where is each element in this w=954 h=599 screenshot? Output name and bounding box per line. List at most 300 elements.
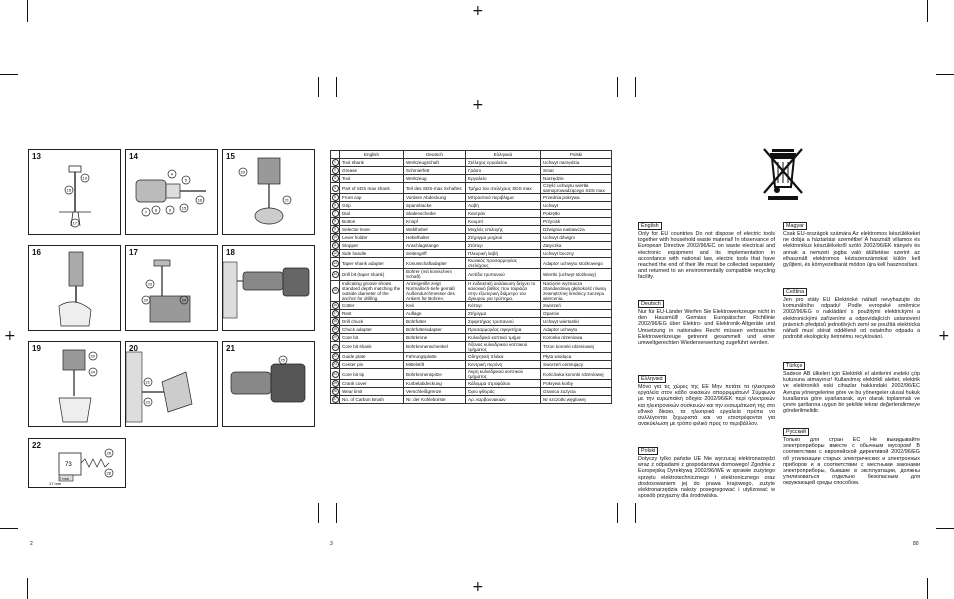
table-cell: Οδηγητική πλάκα (466, 353, 541, 361)
table-cell: Końcówka koronki rdzeniowej (541, 369, 612, 380)
text-greek (638, 375, 775, 427)
dimension-label: 17 mm (49, 481, 62, 486)
part-number-cell (331, 258, 340, 269)
table-cell: Płyta wiodąca (541, 353, 612, 361)
table-row (331, 317, 612, 325)
table-cell: Hebelhalter (404, 234, 466, 242)
table-cell: Center pin (340, 361, 404, 369)
table-cell: Crank cover (340, 380, 404, 388)
part-label: 9 (168, 207, 172, 213)
table-row (331, 250, 612, 258)
figure-number: 20 (129, 344, 138, 353)
table-cell: Τμήμα του στελέχους SDS max (466, 183, 541, 194)
table-cell: Side handle (340, 250, 404, 258)
registration-mark-left: + (4, 328, 16, 344)
crop-mark (635, 503, 636, 523)
table-cell: Sworzeń (541, 301, 612, 309)
table-cell: No. of Carbon Brush (340, 396, 404, 404)
table-cell: Selector lever (340, 226, 404, 234)
part-number: 5 (332, 194, 339, 201)
table-row (331, 341, 612, 352)
disposal-text: Μόνο για τις χώρες της ΕΕ Μην πετάτε τα ηλεκτρικά εργαλεία στον κάδο οικιακών απορριμμάτων! Σύμφωνα με την ευρωπαϊκή οδηγία 2002/96/ΕΚ περί ηλεκτρικών και ηλεκτρονικών συσκευών και την ενσωμάτωσή της στο εθνικό δίκαιο, τα ηλεκτρικά εργαλεία πρέπει να συλλέγονται ξεχωριστά και να επιστρέφονται για ανακύκλωση με τρόπο φιλικό προς το περιβάλλον. (638, 384, 775, 428)
figure-16-drawing (29, 246, 120, 330)
figure-13 (28, 149, 121, 235)
table-cell: Nr. der Kohlebürste (404, 396, 466, 404)
part-label: 16 (197, 197, 203, 203)
part-number-cell (331, 234, 340, 242)
figure-16 (28, 245, 121, 331)
table-row (331, 325, 612, 333)
disposal-text: Csak EU-országok számára Az elektromos készülékeket ne dobja a háztartási szemétbe! A használt villamos és elektronikus készülékekről szóló 2002/96/EK irányelv és annak a nemzeti jogba való átültetése szerint az elhasznált elektromos kéziszerszámokat külön kell gyűjteni, és környezetbarát módon újra kell hasznosítani. (783, 231, 920, 269)
table-cell: Schmierfett (404, 167, 466, 175)
crop-mark (936, 528, 954, 529)
text-magyar (783, 222, 920, 268)
language-heading: English (638, 222, 662, 230)
table-cell: Sworzeń centrujący (541, 361, 612, 369)
part-number-cell (331, 309, 340, 317)
figure-20-drawing (126, 342, 217, 426)
text-deutsch (638, 300, 775, 346)
table-cell: Αρ. καρβουνακιών (466, 396, 541, 404)
table-cell: Κυλινδρικό κοπτικό τμήμα (466, 333, 541, 341)
part-label: 16 (66, 187, 71, 193)
figure-20 (125, 341, 218, 427)
language-heading: Deutsch (638, 300, 664, 308)
page-number-right: 80 (913, 541, 919, 547)
crop-mark (0, 74, 18, 75)
table-row (331, 380, 612, 388)
table-cell: Dźwignia nastawcza (541, 226, 612, 234)
part-number: 25 (333, 381, 337, 386)
table-cell: Adaptor uchwytu stożkowego (541, 258, 612, 269)
part-label: 26 (106, 450, 111, 456)
part-number: 6 (332, 202, 339, 209)
part-label: 21 (145, 379, 150, 385)
table-cell: Core bit (340, 333, 404, 341)
table-row (331, 301, 612, 309)
table-cell: Άκρη κυλινδρικού κοπτικού τμήματος (466, 369, 541, 380)
figure-number: 14 (129, 152, 138, 161)
figure-number: 18 (226, 248, 235, 257)
text-cestina (783, 288, 920, 340)
page-number-middle: 3 (330, 541, 333, 547)
part-number-cell (331, 341, 340, 352)
part-label: 19 (82, 175, 87, 181)
part-number: 27 (333, 397, 337, 402)
page-number-left: 2 (30, 541, 33, 547)
table-cell: Λαβή (466, 202, 541, 210)
figure-17-drawing (126, 246, 217, 330)
table-cell: Uchwyt (541, 202, 612, 210)
crop-mark (936, 74, 954, 75)
table-cell: Pokrętło (541, 210, 612, 218)
text-russian (783, 428, 920, 487)
table-cell: Cotter (340, 301, 404, 309)
part-label: 7 (144, 209, 148, 215)
part-number-cell (331, 159, 340, 167)
table-row (331, 159, 612, 167)
crop-mark (318, 77, 319, 97)
crop-mark (927, 578, 928, 599)
crop-mark (0, 528, 18, 529)
table-cell: Εργαλείο (466, 175, 541, 183)
table-row (331, 218, 612, 226)
table-row (331, 194, 612, 202)
table-cell: Core bit shank (340, 341, 404, 352)
part-number: 24 (333, 371, 337, 376)
table-cell: Bohrkronenspitze (404, 369, 466, 380)
part-number-cell (331, 396, 340, 404)
table-cell: Führungsplatte (404, 353, 466, 361)
figure-15 (222, 149, 315, 235)
table-row (331, 280, 612, 301)
table-row (331, 369, 612, 380)
part-label: 28 (106, 470, 111, 476)
figure-22 (28, 438, 126, 488)
figure-number: 22 (32, 441, 41, 450)
figure-14-drawing (126, 150, 217, 234)
table-cell: Oparcie (541, 309, 612, 317)
part-number-cell (331, 226, 340, 234)
part-number-cell (331, 210, 340, 218)
table-row (331, 388, 612, 396)
part-number-cell (331, 269, 340, 280)
part-number-cell (331, 361, 340, 369)
part-label: 5 (184, 177, 188, 183)
table-cell: Grease (340, 167, 404, 175)
table-cell: Wiertło (uchwyt stożkowy) (541, 269, 612, 280)
table-cell: Kurbelabdeckung (404, 380, 466, 388)
table-cell: Nr szczotki węglowej (541, 396, 612, 404)
part-number: 16 (333, 302, 337, 307)
table-cell: Προσαρμογέας σφιγκτήρα (466, 325, 541, 333)
table-cell: Indicating groove shows standard depth matching the outside diameter of the anchor for drilling. (340, 280, 404, 301)
part-number-cell (331, 202, 340, 210)
text-turkce (783, 362, 920, 414)
table-cell: Auflage (404, 309, 466, 317)
table-row (331, 361, 612, 369)
figure-18 (222, 245, 315, 331)
table-row (331, 234, 612, 242)
figure-19 (28, 341, 121, 427)
table-cell: Mittelstift (404, 361, 466, 369)
part-number: 21 (333, 344, 337, 349)
table-cell: Koronka rdzeniowa (541, 333, 612, 341)
part-label: 20 (240, 169, 245, 175)
part-number-cell (331, 369, 340, 380)
part-number: 14 (333, 271, 337, 276)
part-number: 26 (333, 389, 337, 394)
table-cell: Anschlagstange (404, 242, 466, 250)
figure-19-drawing (29, 342, 120, 426)
crop-mark (617, 503, 618, 523)
parts-table (330, 150, 612, 404)
part-label: 20 (143, 297, 148, 303)
part-number: 2 (332, 167, 339, 174)
part-number-cell (331, 388, 340, 396)
figure-18-drawing (223, 246, 314, 330)
language-heading: Türkçe (783, 362, 805, 370)
table-cell: Σφιγκτήρας τρυπανιού (466, 317, 541, 325)
crop-mark (635, 77, 636, 97)
table-header: Deutsch (404, 151, 466, 159)
table-cell: Button (340, 218, 404, 226)
part-number: 20 (333, 334, 337, 339)
table-cell: Vordere Abdeckung (404, 194, 466, 202)
part-label: 25 (280, 357, 285, 363)
figure-13-drawing (29, 150, 120, 234)
table-cell: Bohrer (mit konischem Schaft) (404, 269, 466, 280)
part-number-cell (331, 380, 340, 388)
table-cell: Smar (541, 167, 612, 175)
table-cell: Core bit tip (340, 369, 404, 380)
table-cell: Drill chuck (340, 317, 404, 325)
figure-number: 19 (32, 344, 41, 353)
table-cell: Rest (340, 309, 404, 317)
part-number: 12 (333, 251, 337, 256)
table-cell: Στήριγμα μοχλού (466, 234, 541, 242)
part-number: 17 (333, 310, 337, 315)
part-number-cell (331, 250, 340, 258)
table-cell: Tool shank (340, 159, 404, 167)
table-cell: Λεπίδα τρυπανιού (466, 269, 541, 280)
registration-mark-center: + (472, 97, 484, 113)
part-number: 1 (332, 159, 339, 166)
crop-mark (617, 77, 618, 97)
dimension-label: 73 (65, 462, 72, 468)
registration-mark-bottom: + (472, 579, 484, 595)
table-cell: Część uchwytu wiertła samoprowadzącego SDS max (541, 183, 612, 194)
table-cell: Μοχλός επιλογής (466, 226, 541, 234)
table-cell: Uchwyt narzędzia (541, 159, 612, 167)
table-cell: Adaptor uchwytu (541, 325, 612, 333)
table-cell: Κεντρική περόνη (466, 361, 541, 369)
part-number: 22 (333, 354, 337, 359)
part-label: 24 (181, 297, 186, 303)
table-header: English (340, 151, 404, 159)
language-heading: Polski (638, 447, 658, 455)
table-row (331, 226, 612, 234)
table-row (331, 269, 612, 280)
disposal-text: Только для стран ЕС Не выкидывайте электроприборы вместе с обычным мусором! В соответствии с европейской директивой 2002/96/EG об утилизации старых электрических и электронных приборов и в соответствии с местными законами электроприборы, бывшие в эксплуатации, должны утилизоваться отдельно безопасным для окружающей среды способом. (783, 437, 920, 487)
figure-number: 15 (226, 152, 235, 161)
table-cell: Werkzeug (404, 175, 466, 183)
part-number: 15 (333, 288, 337, 293)
table-cell: Front cap (340, 194, 404, 202)
table-row (331, 242, 612, 250)
figure-number: 13 (32, 152, 41, 161)
table-header (331, 151, 340, 159)
part-number-cell (331, 301, 340, 309)
table-cell: Uchwyt boczny (541, 250, 612, 258)
table-cell: Κωνικός προσαρμογέας στελέχους (466, 258, 541, 269)
part-number-cell (331, 218, 340, 226)
table-cell: Καντράν (466, 210, 541, 218)
part-number-cell (331, 317, 340, 325)
part-number: 13 (333, 260, 337, 265)
part-label: 20 (90, 353, 95, 359)
table-cell: Tool (340, 175, 404, 183)
part-label: 21 (284, 197, 289, 203)
part-label: 8 (154, 207, 158, 213)
part-number-cell (331, 183, 340, 194)
table-cell: Teil des SDS-max Schaftes (404, 183, 466, 194)
table-cell: Στόπερ (466, 242, 541, 250)
table-row (331, 202, 612, 210)
language-heading: Русский (783, 428, 809, 436)
table-cell: Granica zużycia (541, 388, 612, 396)
registration-mark-right: + (938, 328, 950, 344)
part-number: 3 (332, 175, 339, 182)
table-cell: Στήριγμα (466, 309, 541, 317)
table-row (331, 210, 612, 218)
table-cell: Pokrywa korby (541, 380, 612, 388)
part-number: 10 (333, 235, 337, 240)
table-header: Ελληνικά (466, 151, 541, 159)
part-number-cell (331, 194, 340, 202)
table-cell: Wear limit (340, 388, 404, 396)
table-cell: Γράσο (466, 167, 541, 175)
table-cell: Drill bit (taper shank) (340, 269, 404, 280)
table-cell: Grip (340, 202, 404, 210)
disposal-text: Only for EU countries Do not dispose of electric tools together with household waste material! In observance of European Directive 2002/96/EC on waste electrical and electronic equipment and its implementation in accordance with national law, electric tools that have reached the end of their life must be collected separately and returned to an environmentally compatible recycling facility. (638, 231, 775, 281)
table-cell: Konusschaftadapter (404, 258, 466, 269)
table-row (331, 175, 612, 183)
table-row (331, 183, 612, 194)
table-cell: Η ενδεικτική αυλάκωση δείχνει το κανονικό βάθος που ταιριάζει στην εξωτερική διάμετρο του άγκυρου για τρύπημα. (466, 280, 541, 301)
figure-17 (125, 245, 218, 331)
table-cell: Guide plate (340, 353, 404, 361)
part-label: 17 (72, 220, 77, 226)
figure-number: 21 (226, 344, 235, 353)
table-cell: Άξονας κυλινδρικού κοπτικού τμήματος (466, 341, 541, 352)
part-number-cell (331, 167, 340, 175)
figure-14 (125, 149, 218, 235)
part-label: 4 (170, 171, 174, 177)
figure-number: 17 (129, 248, 138, 257)
table-cell: Uchwyt dźwigni (541, 234, 612, 242)
figure-22-drawing (29, 439, 125, 487)
table-cell: Bohrkrone (404, 333, 466, 341)
text-english (638, 222, 775, 281)
table-cell: Taper shank adapter (340, 258, 404, 269)
table-cell: Zatyczka (541, 242, 612, 250)
table-cell: Stopper (340, 242, 404, 250)
disposal-text: Dotyczy tylko państw UE Nie wyrzucaj elektronarzędzi wraz z odpadami z gospodarstwa domowego! Zgodnie z Europejską Dyrektywą 2002/96/WE w sprawie zużytego sprzętu elektrotechnicznego i elektronicznego oraz dostosowaniem jej do prawa krajowego, zużyte elektronarzędzia należy posegregować i utylizować w sposób przyjazny dla środowiska. (638, 456, 775, 500)
table-row (331, 309, 612, 317)
table-cell: Κόττερ (466, 301, 541, 309)
table-cell: Seitengriff (404, 250, 466, 258)
disposal-text: Sadece AB ülkeleri için Elektrikli el aletlerini evdeki çöp kutusuna atmayınız! Kullanılmış elektrikli aletler, elektrik ve elektronikli eski cihazlar hakkındaki 2002/96/EC Avrupa yönergelerine göre ve bu yönergeler ulusal hukuk kurallarına göre uyarlanarak, ayrı olarak toplanmalı ve çevre şartlarına uygun bir şekilde tekrar değerlendirmeye gönderilmelidir. (783, 371, 920, 415)
part-number-cell (331, 175, 340, 183)
disposal-text: Jen pro státy EU Elektrické nářadí nevyhazujte do komunálního odpadu! Podle evropské směrnice 2002/96/EG o nakládání s použitými elektrickými a elektronickými zařízeními a odpovídajících ustanovení právních předpisů jednotlivých zemí se použitá elektrická nářadí musí sbírat odděleně od ostatního odpadu a podrobit ekologicky šetrnému recyklování. (783, 297, 920, 341)
figure-number: 16 (32, 248, 41, 257)
crop-mark (336, 503, 337, 523)
figure-15-drawing (223, 150, 314, 234)
table-header: Polski (541, 151, 612, 159)
part-number: 7 (332, 210, 339, 217)
table-cell: Trzon koronki rdzeniowej (541, 341, 612, 352)
part-number-cell (331, 333, 340, 341)
crossed-out-wheelie-bin-icon (760, 145, 806, 201)
table-cell: Anzeigerille zeigt Normalloch-tiefe gemäß Außendurchmesser des Ankers für Bohren. (404, 280, 466, 301)
table-cell: Skalenscheibe (404, 210, 466, 218)
table-cell: Part of SDS max shank (340, 183, 404, 194)
table-row (331, 167, 612, 175)
table-cell: Στέλεχος εργαλείου (466, 159, 541, 167)
crop-mark (27, 578, 28, 599)
part-number-cell (331, 242, 340, 250)
language-heading: Ελληνικά (638, 375, 666, 383)
table-cell: Nacięcie wyznacza Standardową głębokość równą zewnętrznej średnicy zaczepu wiercenia. (541, 280, 612, 301)
table-cell: Κουμπί (466, 218, 541, 226)
part-label: 24 (90, 369, 95, 375)
part-number: 11 (333, 243, 337, 248)
language-heading: Magyar (783, 222, 807, 230)
part-number-cell (331, 325, 340, 333)
text-polski (638, 447, 775, 499)
table-cell: Lever holder (340, 234, 404, 242)
table-row (331, 258, 612, 269)
part-number-cell (331, 280, 340, 301)
part-number: 19 (333, 326, 337, 331)
part-label: 23 (145, 399, 150, 405)
table-row (331, 353, 612, 361)
part-number: 4 (332, 185, 339, 192)
table-cell: Narzędzie (541, 175, 612, 183)
table-cell: Όριο φθοράς (466, 388, 541, 396)
table-cell: Chuck adapter (340, 325, 404, 333)
table-header-row (331, 151, 612, 159)
part-number: 8 (332, 218, 339, 225)
figure-21-drawing (223, 342, 314, 426)
table-cell: Wahlhebel (404, 226, 466, 234)
table-cell: Werkzeugschaft (404, 159, 466, 167)
table-cell: Przycisk (541, 218, 612, 226)
table-cell: Knopf (404, 218, 466, 226)
part-label: 15 (181, 205, 187, 211)
disposal-text: Nur für EU-Länder Werfen Sie Elektrowerkzeuge nicht in den Hausmüll! Gemäss Europäischer Richtlinie 2002/96/EG über Elektro- und Elektronik-Altgeräte und Umsetzung in nationales Recht müssen verbrauchte Elektrowerkzeuge getrennt gesammelt und einer umweltgerechten Wiederverwertung zugeführt werden. (638, 309, 775, 347)
table-cell: Bohrfutteradapter (404, 325, 466, 333)
language-heading: Čeština (783, 288, 807, 296)
parts-table-body (331, 159, 612, 404)
table-cell: Κάλυμμα στροφάλου (466, 380, 541, 388)
part-number: 9 (332, 226, 339, 233)
table-cell: Keil (404, 301, 466, 309)
part-number: 18 (333, 318, 337, 323)
crop-mark (318, 503, 319, 523)
crop-mark (336, 77, 337, 97)
table-cell: Verschleißgrenze (404, 388, 466, 396)
figure-21 (222, 341, 315, 427)
table-cell: Πλευρική λαβή (466, 250, 541, 258)
registration-mark-top: + (472, 3, 484, 19)
table-cell: Przednia pokrywa (541, 194, 612, 202)
table-row (331, 333, 612, 341)
table-row (331, 396, 612, 404)
table-cell: Spannbacke (404, 202, 466, 210)
dimension-label: 7 mm (59, 476, 69, 481)
part-number: 23 (333, 362, 337, 367)
part-label: 23 (147, 281, 152, 287)
part-number-cell (331, 353, 340, 361)
crop-mark (927, 0, 928, 22)
crop-mark (27, 0, 28, 22)
table-cell: Bohrfutter (404, 317, 466, 325)
table-cell: Uchwyt wiertarski (541, 317, 612, 325)
table-cell: Dial (340, 210, 404, 218)
table-cell: Bohrkronenschenkel (404, 341, 466, 352)
